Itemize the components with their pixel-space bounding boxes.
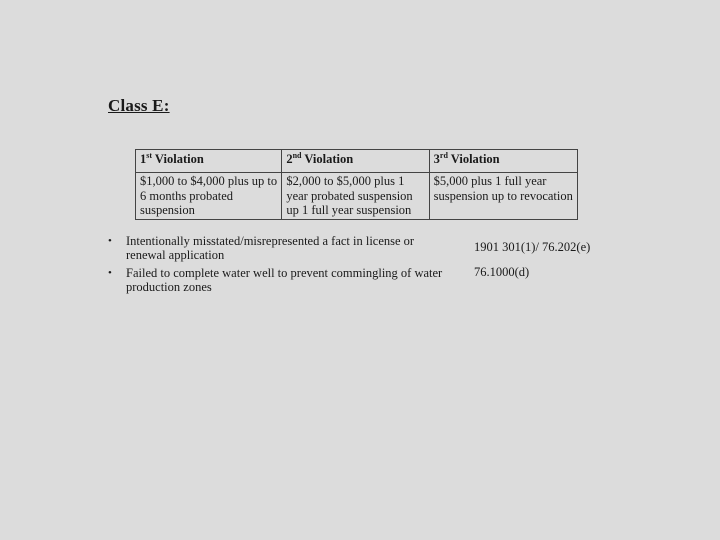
header-ordinal-number: 1 xyxy=(140,152,147,166)
header-ordinal-suffix: st xyxy=(146,150,153,160)
penalty-first-violation: $1,000 to $4,000 plus up to 6 months probated suspension xyxy=(136,173,282,220)
header-second-violation xyxy=(282,150,429,173)
header-label: Violation xyxy=(301,152,354,166)
penalty-third-violation: $5,000 plus 1 full year suspension up to revocation xyxy=(429,173,577,220)
offense-citation: 76.1000(d) xyxy=(474,265,530,279)
offense-description: Intentionally misstated/misrepresented a fact in license or renewal application xyxy=(126,234,415,262)
bullet-icon: • xyxy=(108,267,112,279)
offense-citation: 1901 301(1)/ 76.202(e) xyxy=(474,240,591,254)
penalty-second-violation: $2,000 to $5,000 plus 1 year probated suspension up 1 full year suspension xyxy=(282,173,429,220)
header-ordinal-suffix: nd xyxy=(292,150,302,160)
header-ordinal-suffix: rd xyxy=(439,150,448,160)
header-third-violation xyxy=(429,150,577,173)
header-ordinal-number: 2 xyxy=(286,152,293,166)
table-header-row xyxy=(136,150,578,173)
offense-list xyxy=(108,235,608,299)
list-item xyxy=(108,235,608,263)
list-item xyxy=(108,267,608,295)
header-ordinal-number: 3 xyxy=(433,152,440,166)
offense-description: Failed to complete water well to prevent commingling of water production zones xyxy=(126,266,443,294)
page-title: Class E: xyxy=(108,96,170,115)
header-first-violation xyxy=(136,150,282,173)
header-label: Violation xyxy=(447,152,500,166)
table-row xyxy=(136,173,578,220)
header-label: Violation xyxy=(152,152,204,166)
bullet-icon: • xyxy=(108,235,112,247)
violation-penalty-table xyxy=(135,149,578,220)
